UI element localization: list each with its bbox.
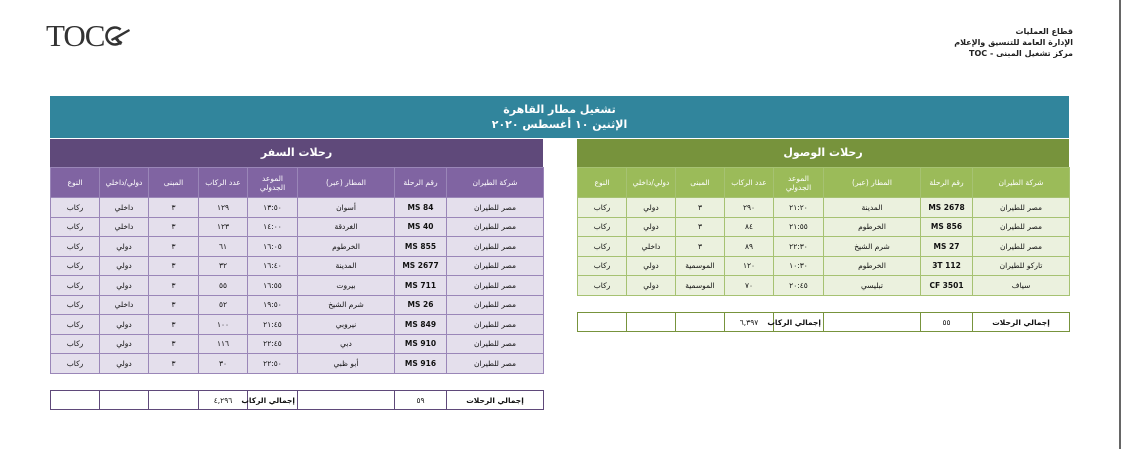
report-date: الإثنين ١٠ أغسطس ٢٠٢٠ [491, 118, 628, 131]
scheduled-time-cell: ٢١:٤٥ [248, 315, 298, 335]
intl-domestic-cell: دولي [627, 198, 676, 218]
column-header: النوع [578, 168, 627, 198]
report-banner [50, 96, 1069, 138]
airline-cell: مصر للطيران [447, 334, 544, 354]
empty-cell [578, 313, 627, 332]
column-header: المبنى [149, 168, 199, 198]
intl-domestic-cell: دولي [627, 276, 676, 296]
table-row [578, 256, 1070, 276]
airport-cell: دبي [298, 334, 395, 354]
airport-cell: أبو ظبي [298, 354, 395, 374]
airport-cell: الخرطوم [824, 217, 921, 237]
airline-cell: تاركو للطيران [973, 256, 1070, 276]
intl-domestic-cell: دولي [100, 334, 149, 354]
type-cell: ركاب [578, 276, 627, 296]
table-row [51, 198, 544, 218]
intl-domestic-cell: دولي [627, 256, 676, 276]
table-row [51, 354, 544, 374]
type-cell: ركاب [51, 256, 100, 276]
airport-cell: شرم الشيخ [298, 295, 395, 315]
airline-cell: مصر للطيران [973, 217, 1070, 237]
table-header-row [578, 168, 1070, 198]
airline-cell: مصر للطيران [447, 354, 544, 374]
scheduled-time-cell: ١٣:٥٠ [248, 198, 298, 218]
terminal-cell: ٣ [676, 198, 725, 218]
passengers-cell: ١٢٩ [199, 198, 248, 218]
org-header [954, 26, 1073, 59]
column-header: رقم الرحلة [395, 168, 447, 198]
table-header-row [51, 168, 544, 198]
type-cell: ركاب [51, 198, 100, 218]
passengers-cell: ٣٢ [199, 256, 248, 276]
scheduled-time-cell: ٢٢:٣٠ [774, 237, 824, 257]
empty-cell [100, 391, 149, 410]
table-row [51, 295, 544, 315]
terminal-cell: الموسمية [676, 256, 725, 276]
terminal-cell: ٣ [676, 237, 725, 257]
org-sector: قطاع العمليات [1015, 27, 1073, 36]
departures-totals [50, 390, 544, 410]
terminal-cell: ٣ [149, 354, 199, 374]
airport-cell: الغردقة [298, 217, 395, 237]
departures-table [50, 167, 544, 374]
passengers-cell: ١١٦ [199, 334, 248, 354]
scheduled-time-cell: ٢١:٥٥ [774, 217, 824, 237]
table-row [51, 276, 544, 296]
intl-domestic-cell: دولي [627, 217, 676, 237]
type-cell: ركاب [51, 354, 100, 374]
total-flights-label: إجمالي الرحلات [973, 313, 1070, 332]
airline-cell: مصر للطيران [447, 276, 544, 296]
scheduled-time-cell: ٢١:٢٠ [774, 198, 824, 218]
airport-cell: المدينة [824, 198, 921, 218]
intl-domestic-cell: داخلي [100, 198, 149, 218]
table-row [51, 256, 544, 276]
type-cell: ركاب [578, 256, 627, 276]
flight-number-cell: MS 84 [395, 198, 447, 218]
airline-cell: مصر للطيران [973, 237, 1070, 257]
table-row [51, 334, 544, 354]
flight-number-cell: MS 2678 [921, 198, 973, 218]
scheduled-time-cell: ١٦:٥٥ [248, 276, 298, 296]
airline-cell: سياف [973, 276, 1070, 296]
passengers-cell: ٥٥ [199, 276, 248, 296]
flight-number-cell: 3T 112 [921, 256, 973, 276]
scheduled-time-cell: ١٠:٣٠ [774, 256, 824, 276]
passengers-cell: ٣٠ [199, 354, 248, 374]
scheduled-time-cell: ٢٢:٤٥ [248, 334, 298, 354]
terminal-cell: ٣ [149, 315, 199, 335]
airline-cell: مصر للطيران [973, 198, 1070, 218]
org-center: مركز تشغيل المبنى - TOC [969, 49, 1073, 58]
column-header: الموعد الجدولي [774, 168, 824, 198]
flight-number-cell: MS 856 [921, 217, 973, 237]
scheduled-time-cell: ١٩:٥٠ [248, 295, 298, 315]
flight-number-cell: MS 855 [395, 237, 447, 257]
terminal-cell: ٣ [149, 256, 199, 276]
type-cell: ركاب [578, 217, 627, 237]
table-row [578, 237, 1070, 257]
total-passengers-value: ٦,٣٩٧ [725, 313, 774, 332]
column-header: عدد الركاب [199, 168, 248, 198]
terminal-cell: الموسمية [676, 276, 725, 296]
type-cell: ركاب [51, 217, 100, 237]
airport-cell: تبليسي [824, 276, 921, 296]
passengers-cell: ٧٠ [725, 276, 774, 296]
type-cell: ركاب [578, 198, 627, 218]
airport-cell: المدينة [298, 256, 395, 276]
terminal-cell: ٣ [149, 237, 199, 257]
intl-domestic-cell: دولي [100, 315, 149, 335]
type-cell: ركاب [51, 315, 100, 335]
empty-cell [824, 313, 921, 332]
intl-domestic-cell: داخلي [627, 237, 676, 257]
total-passengers-label: إجمالي الركاب [774, 313, 824, 332]
arrivals-title: رحلات الوصول [577, 139, 1069, 167]
airline-cell: مصر للطيران [447, 295, 544, 315]
airline-cell: مصر للطيران [447, 237, 544, 257]
terminal-cell: ٣ [149, 334, 199, 354]
column-header: دولي/داخلي [100, 168, 149, 198]
empty-cell [298, 391, 395, 410]
org-department: الإدارة العامة للتنسيق والإعلام [954, 38, 1073, 47]
intl-domestic-cell: داخلي [100, 217, 149, 237]
empty-cell [51, 391, 100, 410]
departures-title: رحلات السفر [50, 139, 543, 167]
scheduled-time-cell: ٢٢:٥٠ [248, 354, 298, 374]
empty-cell [627, 313, 676, 332]
total-passengers-label: إجمالي الركاب [248, 391, 298, 410]
passengers-cell: ٦١ [199, 237, 248, 257]
total-passengers-value: ٤,٢٩٦ [199, 391, 248, 410]
column-header: المبنى [676, 168, 725, 198]
type-cell: ركاب [51, 334, 100, 354]
passengers-cell: ١٢٠ [725, 256, 774, 276]
table-row [578, 276, 1070, 296]
column-header: المطار (عبر) [824, 168, 921, 198]
table-row [578, 198, 1070, 218]
intl-domestic-cell: دولي [100, 237, 149, 257]
terminal-cell: ٣ [149, 198, 199, 218]
table-row [51, 217, 544, 237]
type-cell: ركاب [51, 295, 100, 315]
flight-number-cell: MS 849 [395, 315, 447, 335]
airport-cell: الخرطوم [824, 256, 921, 276]
report-title: تشغيل مطار القاهرة [503, 103, 616, 116]
airline-cell: مصر للطيران [447, 198, 544, 218]
table-row [51, 315, 544, 335]
column-header: رقم الرحلة [921, 168, 973, 198]
terminal-cell: ٣ [676, 217, 725, 237]
terminal-cell: ٣ [149, 217, 199, 237]
airport-cell: بيروت [298, 276, 395, 296]
column-header: عدد الركاب [725, 168, 774, 198]
airport-cell: الخرطوم [298, 237, 395, 257]
passengers-cell: ٨٩ [725, 237, 774, 257]
logo-text: TOC [46, 18, 105, 53]
column-header: دولي/داخلي [627, 168, 676, 198]
intl-domestic-cell: داخلي [100, 295, 149, 315]
toc-logo [46, 18, 131, 54]
column-header: شركة الطيران [973, 168, 1070, 198]
flight-number-cell: MS 916 [395, 354, 447, 374]
passengers-cell: ٢٩٠ [725, 198, 774, 218]
airport-cell: أسوان [298, 198, 395, 218]
intl-domestic-cell: دولي [100, 256, 149, 276]
arrivals-totals [577, 312, 1070, 332]
passengers-cell: ١٢٣ [199, 217, 248, 237]
passengers-cell: ١٠٠ [199, 315, 248, 335]
flight-number-cell: MS 40 [395, 217, 447, 237]
airline-cell: مصر للطيران [447, 315, 544, 335]
empty-cell [676, 313, 725, 332]
intl-domestic-cell: دولي [100, 276, 149, 296]
scheduled-time-cell: ١٦:٠٥ [248, 237, 298, 257]
total-flights-value: ٥٥ [921, 313, 973, 332]
flight-number-cell: CF 3501 [921, 276, 973, 296]
airplane-icon [105, 25, 131, 47]
flight-number-cell: MS 910 [395, 334, 447, 354]
scheduled-time-cell: ٢٠:٤٥ [774, 276, 824, 296]
intl-domestic-cell: دولي [100, 354, 149, 374]
passengers-cell: ٨٤ [725, 217, 774, 237]
empty-cell [149, 391, 199, 410]
type-cell: ركاب [51, 237, 100, 257]
column-header: الموعد الجدولي [248, 168, 298, 198]
airline-cell: مصر للطيران [447, 217, 544, 237]
table-row [578, 217, 1070, 237]
passengers-cell: ٥٢ [199, 295, 248, 315]
flight-number-cell: MS 27 [921, 237, 973, 257]
terminal-cell: ٣ [149, 295, 199, 315]
table-row [51, 237, 544, 257]
scheduled-time-cell: ١٦:٤٠ [248, 256, 298, 276]
flight-number-cell: MS 26 [395, 295, 447, 315]
arrivals-table [577, 167, 1070, 296]
flight-number-cell: MS 2677 [395, 256, 447, 276]
airport-cell: نيروبي [298, 315, 395, 335]
airport-cell: شرم الشيخ [824, 237, 921, 257]
terminal-cell: ٣ [149, 276, 199, 296]
scheduled-time-cell: ١٤:٠٠ [248, 217, 298, 237]
column-header: شركة الطيران [447, 168, 544, 198]
total-flights-value: ٥٩ [395, 391, 447, 410]
airline-cell: مصر للطيران [447, 256, 544, 276]
total-flights-label: إجمالي الرحلات [447, 391, 544, 410]
column-header: النوع [51, 168, 100, 198]
flight-number-cell: MS 711 [395, 276, 447, 296]
type-cell: ركاب [578, 237, 627, 257]
column-header: المطار (عبر) [298, 168, 395, 198]
type-cell: ركاب [51, 276, 100, 296]
